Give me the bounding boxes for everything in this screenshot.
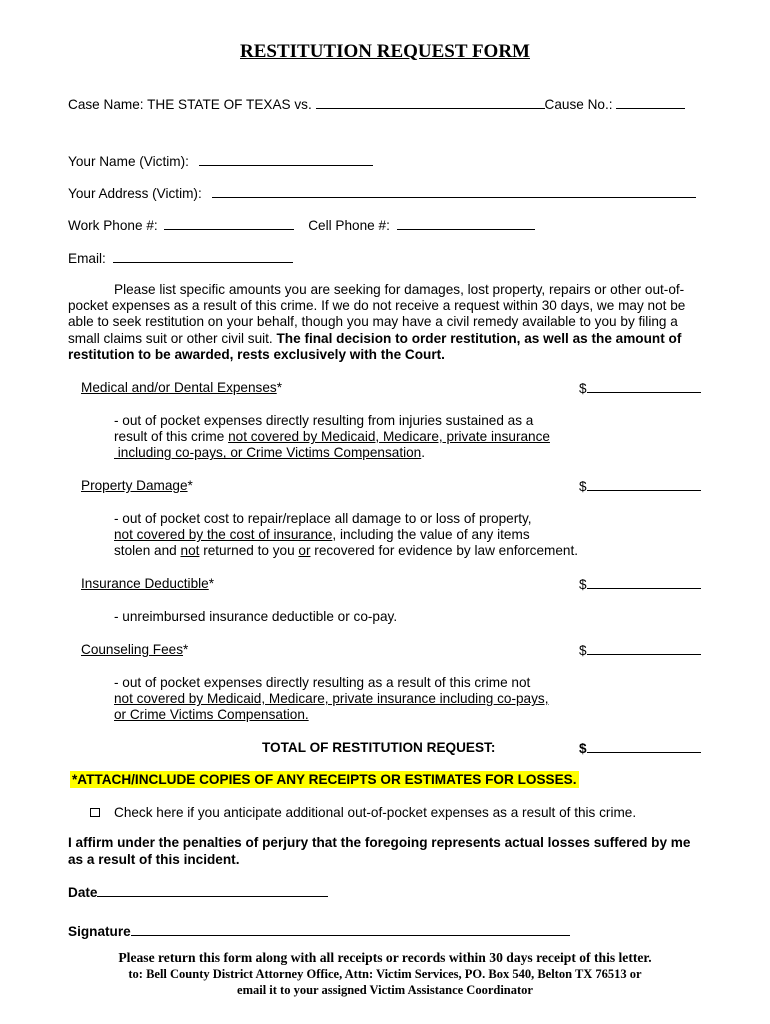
expense-description-text: not covered by the cost of insurance (114, 527, 333, 543)
additional-expenses-row (90, 805, 636, 821)
additional-expenses-label: Check here if you anticipate additional out-of-pocket expenses as a result of this crime. (114, 805, 637, 820)
expense-description-text: including co-pays, or Crime Victims Compensation (114, 445, 422, 461)
attach-notice-text: *ATTACH/INCLUDE COPIES OF ANY RECEIPTS OR ESTIMATES FOR LOSSES. (72, 772, 577, 787)
expense-amount-row (579, 478, 701, 495)
expense-description-line (114, 511, 578, 527)
expense-amount-field[interactable] (587, 576, 701, 589)
cell-phone-label: Cell Phone #: (308, 218, 390, 233)
expense-description-line (114, 543, 578, 559)
expense-description-text: or Crime Victims Compensation. (114, 707, 309, 723)
expense-description-text: - out of pocket expenses directly resulting as a result of this crime not (114, 675, 531, 690)
phone-row (68, 217, 535, 234)
cause-number-field[interactable] (616, 96, 685, 109)
victim-name-label: Your Name (Victim): (68, 154, 189, 169)
expense-description-text: not covered by Medicaid, Medicare, private insurance (228, 429, 550, 445)
required-star: * (187, 478, 193, 493)
expense-label-row (81, 478, 193, 494)
expense-label-row (81, 380, 282, 396)
expense-description-text: - out of pocket cost to repair/replace all damage to or loss of property, (114, 511, 532, 526)
case-name-row (68, 96, 685, 113)
expense-description (114, 413, 550, 462)
victim-name-field[interactable] (199, 153, 373, 166)
email-field[interactable] (113, 250, 293, 263)
victim-address-field[interactable] (212, 185, 696, 198)
victim-name-row (68, 153, 373, 170)
expense-description-text: or (298, 543, 311, 559)
expense-description-line (114, 609, 397, 625)
total-amount-field[interactable] (587, 740, 701, 753)
footer-line-1: Please return this form along with all receipts or records within 30 days receipt of this letter. (118, 950, 652, 965)
dollar-sign: $ (579, 479, 587, 494)
expense-description-line (114, 413, 550, 429)
expense-description-text: not (180, 543, 200, 559)
expense-description-text: , including the value of any items (332, 527, 530, 543)
expense-amount-field[interactable] (587, 642, 701, 655)
expense-label: Property Damage (81, 478, 188, 493)
expense-description-text: - out of pocket expenses directly resulting from injuries sustained as a (114, 413, 534, 428)
expense-description-text: stolen and (114, 543, 181, 559)
total-label: TOTAL OF RESTITUTION REQUEST: (262, 740, 496, 755)
work-phone-field[interactable] (164, 217, 294, 230)
expense-amount-field[interactable] (587, 380, 701, 393)
signature-row (68, 923, 570, 940)
expense-description (114, 675, 548, 724)
total-dollar-sign: $ (579, 741, 587, 756)
expense-description-text: result of this crime (114, 429, 229, 445)
date-row (68, 884, 328, 901)
dollar-sign: $ (579, 577, 587, 592)
additional-expenses-checkbox[interactable] (90, 808, 100, 817)
instructions-text: Please list specific amounts you are seeking for damages, lost property, repairs or other out-of-pocket expenses as a result of this crime. If we do not receive a request within 30 days, we may not be able to seek restitution on your behalf, though you may have a civil remedy available to you by filing a small claims suit or other civil suit. (68, 282, 686, 346)
expense-amount-field[interactable] (587, 478, 701, 491)
expense-description-text: recovered for evidence by law enforcement. (310, 543, 578, 559)
signature-field[interactable] (131, 923, 570, 936)
date-field[interactable] (97, 884, 328, 897)
victim-address-row (68, 185, 696, 202)
expense-description-line (114, 429, 550, 445)
required-star: * (276, 380, 283, 395)
expense-description-line (114, 445, 550, 461)
instructions-bold-text: The final decision to order restitution, as well as the amount of restitution to be awarded, rests exclusively with the Court. (68, 330, 682, 362)
signature-label: Signature (68, 924, 131, 939)
footer-line-2: to: Bell County District Attorney Office, Attn: Victim Services, PO. Box 540, Belton TX 76513 or (128, 967, 642, 981)
cell-phone-field[interactable] (397, 217, 535, 230)
expense-label: Medical and/or Dental Expenses (81, 380, 277, 395)
required-star: * (183, 642, 189, 657)
case-name-field[interactable] (316, 96, 545, 109)
expense-label: Insurance Deductible (81, 576, 209, 591)
form-title: RESTITUTION REQUEST FORM (240, 41, 530, 62)
expense-description-line (114, 675, 548, 691)
expense-description-text: returned to you (199, 543, 299, 559)
total-amount-row (579, 740, 701, 757)
expense-amount-row (579, 642, 701, 659)
affirmation-statement: I affirm under the penalties of perjury that the foregoing represents actual losses suffered by me as a result of this incident. (68, 835, 691, 867)
expense-amount-row (579, 380, 701, 397)
expense-description-line (114, 527, 578, 543)
expense-description-text: not covered by Medicaid, Medicare, private insurance including co-pays, (114, 691, 549, 707)
expense-description-text: - unreimbursed insurance deductible or co-pay. (114, 609, 398, 624)
date-label: Date (68, 885, 98, 900)
attach-notice (70, 772, 579, 788)
dollar-sign: $ (579, 381, 587, 396)
email-row (68, 250, 293, 267)
email-label: Email: (68, 251, 106, 266)
expense-description (114, 511, 578, 560)
expense-label-row (81, 576, 214, 592)
case-name-label: Case Name: THE STATE OF TEXAS vs. (68, 97, 312, 112)
expense-description-line (114, 707, 548, 723)
expense-label-row (81, 642, 188, 658)
instructions-paragraph (68, 282, 708, 363)
dollar-sign: $ (579, 643, 587, 658)
expense-amount-row (579, 576, 701, 593)
footer-instructions (0, 950, 770, 998)
expense-description-line (114, 691, 548, 707)
required-star: * (208, 576, 215, 591)
victim-address-label: Your Address (Victim): (68, 186, 202, 201)
expense-label: Counseling Fees (81, 642, 184, 657)
footer-line-3: email it to your assigned Victim Assistance Coordinator (237, 983, 533, 997)
work-phone-label: Work Phone #: (68, 218, 158, 233)
expense-description-text: . (421, 445, 426, 461)
cause-number-label: Cause No.: (544, 97, 613, 112)
expense-description (114, 609, 397, 625)
